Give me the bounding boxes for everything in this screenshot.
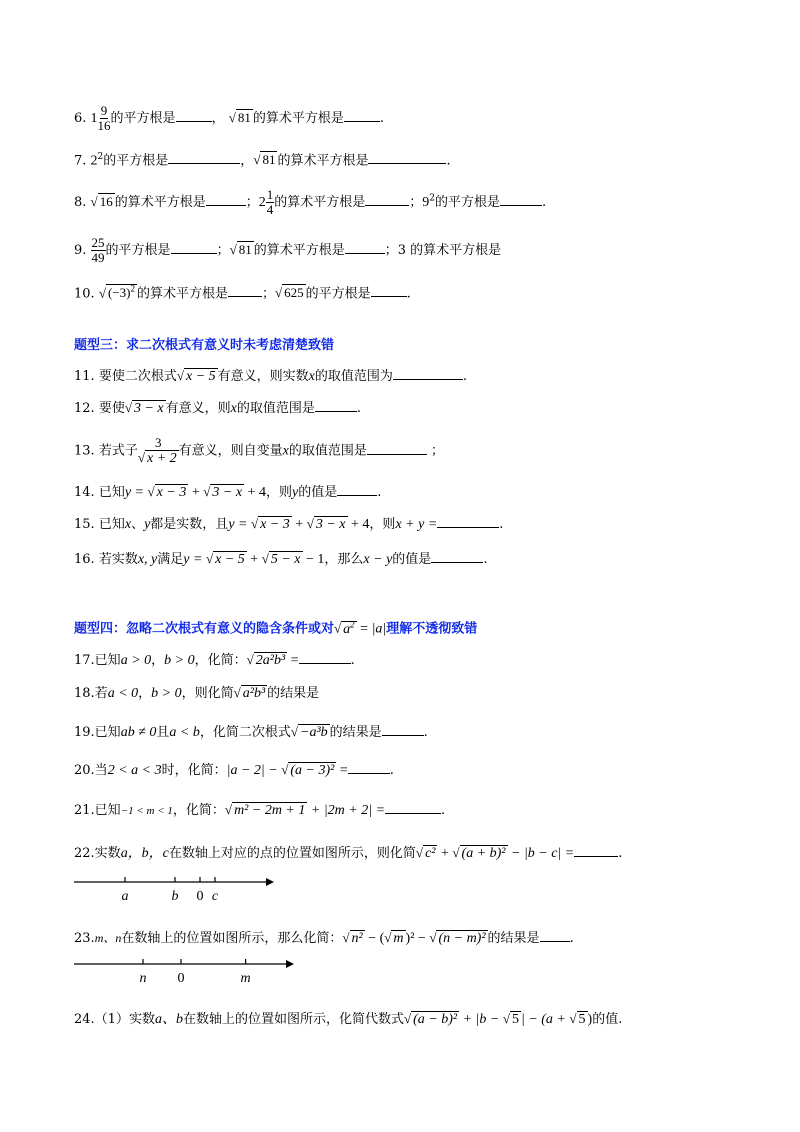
section-heading-4: 题型四：忽略二次根式有意义的隐含条件或对√ $a^2 = |a|$理解不透彻致错: [74, 615, 477, 639]
answer-blank: [348, 760, 390, 774]
mixed-fraction: $\frac{1}{4}$: [266, 187, 274, 217]
question-16: 16. 若实数x, y满足y = √ x − 5 + √ 5 − x − 1，那么x − y的值是 .: [74, 551, 488, 567]
axis-label: n: [139, 971, 147, 986]
sqrt-expression: √ 5: [569, 1011, 586, 1027]
answer-blank: [168, 150, 240, 164]
mixed-fraction: $\frac{9}{16}$: [97, 103, 111, 133]
answer-blank: [368, 150, 446, 164]
axis-label: c: [211, 889, 219, 904]
fraction: $\frac{3}{√ x + 2}$: [137, 435, 177, 466]
question-18: 18.若a < 0，b > 0，则化简√ a²b³ 的结果是: [74, 685, 320, 701]
question-19: 19.已知ab ≠ 0且a < b，化简二次根式√ −a³b 的结果是 .: [74, 724, 428, 740]
sqrt-expression: √ x − 5: [205, 551, 245, 567]
number-line-1: [74, 868, 284, 908]
answer-blank: [574, 843, 618, 857]
sqrt-expression: √ (n − m)²: [429, 930, 486, 946]
sqrt-expression: √ $(-3)^2$: [98, 284, 135, 301]
sqrt-expression: √ 3 − x: [203, 484, 243, 500]
answer-blank: [540, 928, 570, 942]
sqrt-expression: √ x − 3: [147, 484, 187, 500]
question-22: 22.实数a，b，c在数轴上对应的点的位置如图所示，则化简√ c² + √ (a + b)² − |b − c| = .: [74, 845, 623, 861]
answer-blank: [382, 722, 424, 736]
answer-blank: [365, 192, 409, 206]
question-7: 7. $2^2$的平方根是 ，√ 81 的算术平方根是 .: [74, 152, 451, 169]
answer-blank: [393, 366, 463, 380]
sqrt-expression: √ 5: [502, 1011, 519, 1027]
answer-blank: [176, 108, 212, 122]
section-heading-3: 题型三：求二次根式有意义时未考虑清楚致错: [74, 338, 335, 353]
axis-label: m: [240, 971, 251, 986]
answer-blank: [385, 800, 441, 814]
question-9: 9. $\frac{25}{49}$ 的平方根是 ；√ 81 的算术平方根是 ；3 的算术平方根是: [74, 235, 502, 265]
answer-blank: [345, 240, 385, 254]
question-8: 8. √ 16 的算术平方根是 ；2 $\frac{1}{4}$ 的算术平方根是 ；$9^2$的平方根是 .: [74, 187, 547, 217]
sqrt-expression: √ 3 − x: [306, 516, 346, 532]
answer-blank: [344, 108, 380, 122]
sqrt-expression: √ 625: [275, 285, 304, 301]
answer-blank: [367, 441, 427, 455]
answer-blank: [500, 192, 542, 206]
sqrt-expression: √ 3 − x: [124, 400, 164, 416]
question-23: 23.m、n在数轴上的位置如图所示，那么化简：√ n² − (√ m )² − √ (n − m)² 的结果是 .: [74, 930, 574, 946]
sqrt-expression: √ m: [384, 930, 404, 946]
question-14: 14. 已知y = √ x − 3 + √ 3 − x + 4，则y的值是 .: [74, 484, 382, 500]
question-12: 12. 要使√ 3 − x 有意义，则x的取值范围是 .: [74, 400, 362, 416]
answer-blank: [337, 482, 377, 496]
fraction: $\frac{25}{49}$: [91, 235, 105, 265]
question-6: 6. 1 $\frac{9}{16}$ 的平方根是 ， √ 81 的算术平方根是 .: [74, 103, 385, 133]
sqrt-expression: √ x − 3: [250, 516, 290, 532]
answer-blank: [299, 650, 351, 664]
sqrt-expression: √ (a − b)²: [403, 1011, 458, 1027]
axis-label: 0: [177, 971, 185, 986]
sqrt-expression: √ (a + b)²: [452, 845, 506, 861]
sqrt-expression: √ 5 − x: [261, 551, 301, 567]
answer-blank: [228, 283, 262, 297]
sqrt-expression: √ a²b³: [233, 685, 266, 701]
question-10: 10. √ $(-3)^2$ 的算术平方根是 ；√ 625 的平方根是 .: [74, 280, 411, 303]
axis-label: a: [121, 889, 129, 904]
sqrt-expression: √ (a − 3)²: [281, 762, 335, 778]
number-line-2: [74, 954, 304, 988]
question-11: 11. 要使二次根式√ x − 5 有意义，则实数x的取值范围为 .: [74, 368, 468, 384]
sqrt-expression: √ 2a²b³: [246, 652, 286, 668]
answer-blank: [437, 514, 499, 528]
answer-blank: [171, 240, 217, 254]
question-24: 24.（1）实数a、b在数轴上的位置如图所示，化简代数式√ (a − b)² + |b − √ 5 | − (a + √ 5 )的值.: [74, 1011, 623, 1027]
axis-label: b: [171, 889, 179, 904]
question-21: 21.已知−1 < m < 1，化简：√ m² − 2m + 1 + |2m + 2| = .: [74, 802, 446, 818]
question-17: 17.已知a > 0，b > 0，化简：√ 2a²b³ = .: [74, 652, 355, 668]
sqrt-expression: √ x − 5: [176, 368, 216, 384]
question-20: 20.当2 < a < 3时，化简：|a − 2| − √ (a − 3)² = .: [74, 762, 394, 778]
sqrt-expression: √ 81: [228, 110, 251, 125]
axis-label: 0: [196, 889, 204, 904]
sqrt-expression: √ −a³b: [290, 724, 328, 740]
sqrt-expression: √ 16: [90, 194, 113, 209]
answer-blank: [315, 398, 357, 412]
sqrt-expression: √ 81: [253, 152, 276, 168]
answer-blank: [431, 549, 483, 563]
question-13: 13. 若式子 $\frac{3}{√ x + 2}$ 有意义，则自变量x的取值范围是 ；: [74, 435, 445, 466]
sqrt-expression: √ $a^2$: [334, 619, 355, 637]
question-15: 15. 已知x、y都是实数，且y = √ x − 3 + √ 3 − x + 4，则x + y = .: [74, 516, 504, 532]
sqrt-expression: √ n²: [342, 930, 363, 946]
answer-blank: [371, 283, 407, 297]
sqrt-expression: √ c²: [415, 845, 436, 861]
sqrt-expression: √ m² − 2m + 1: [224, 802, 306, 818]
answer-blank: [206, 192, 246, 206]
sqrt-expression: √ 81: [229, 242, 252, 257]
